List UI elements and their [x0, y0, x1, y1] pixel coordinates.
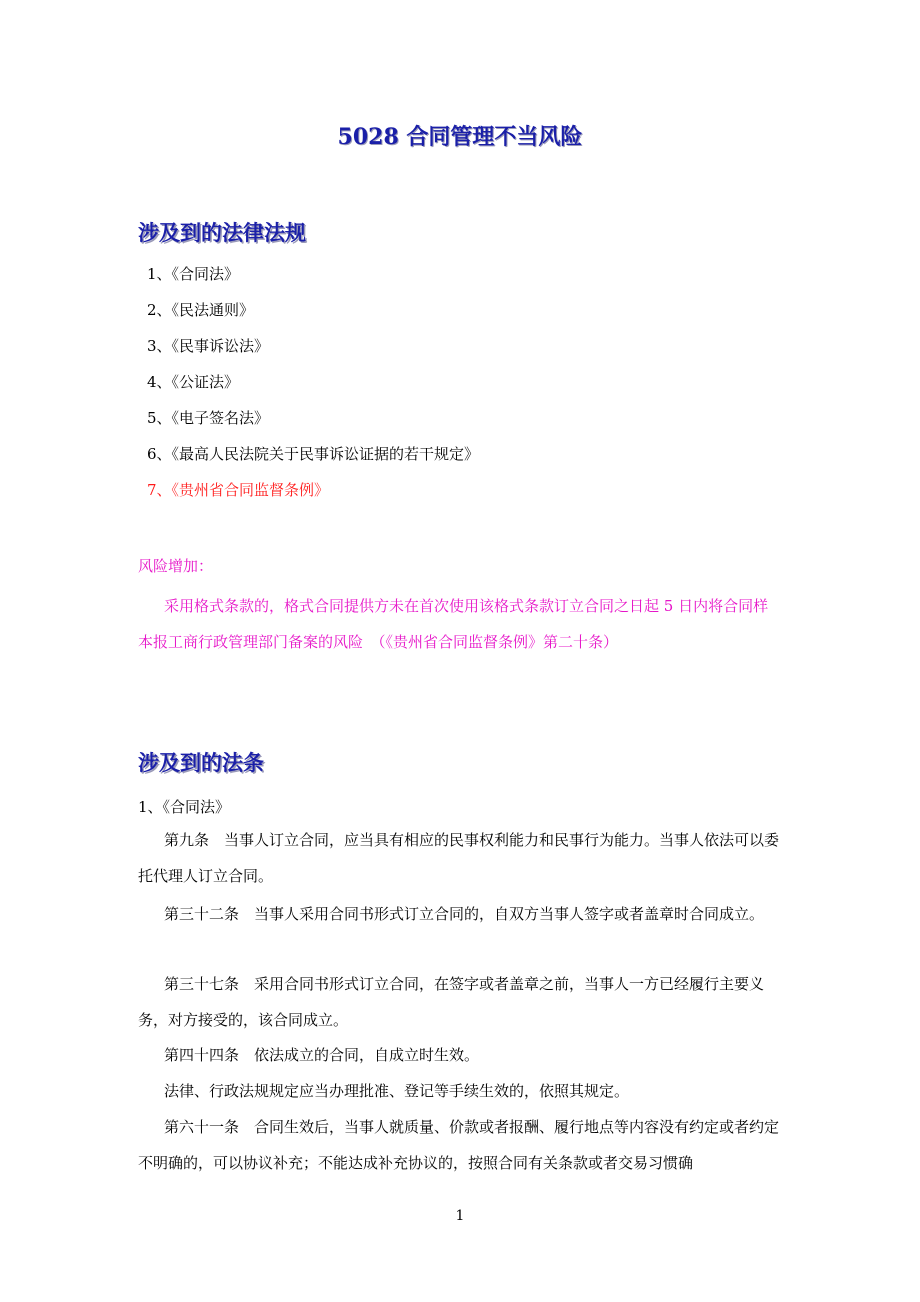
law-item-2: 2、《民法通则》 [147, 301, 255, 319]
risk-addition-text: 采用格式条款的，格式合同提供方未在首次使用该格式条款订立合同之日起 5 日内将合同样本报工商行政管理部门备案的风险 （《贵州省合同监督条例》第二十条） [138, 597, 769, 651]
article-37: 第三十七条 采用合同书形式订立合同，在签字或者盖章之前，当事人一方已经履行主要义务，对方接受的，该合同成立。 [138, 975, 765, 1029]
law-item-6: 6、《最高人民法院关于民事诉讼证据的若干规定》 [147, 445, 480, 463]
law-item-4: 4、《公证法》 [147, 373, 240, 391]
law-item-7-highlighted: 7、《贵州省合同监督条例》 [147, 481, 330, 499]
section-heading-articles: 涉及到的法条 [138, 750, 264, 775]
law-subtitle: 1、《合同法》 [138, 798, 231, 816]
law-item-3: 3、《民事诉讼法》 [147, 337, 270, 355]
page-number: 1 [455, 1208, 465, 1224]
risk-addition-label: 风险增加： [138, 557, 214, 575]
article-9: 第九条 当事人订立合同，应当具有相应的民事权利能力和民事行为能力。当事人依法可以委托代理人订立合同。 [138, 831, 780, 885]
article-32: 第三十二条 当事人采用合同书形式订立合同的，自双方当事人签字或者盖章时合同成立。 [164, 905, 765, 923]
section-heading-laws: 涉及到的法律法规 [138, 220, 306, 245]
article-44: 第四十四条 依法成立的合同，自成立时生效。 [164, 1046, 480, 1064]
document-title: 5028 合同管理不当风险 [337, 124, 583, 150]
law-item-1: 1、《合同法》 [147, 265, 240, 283]
article-44-clause: 法律、行政法规规定应当办理批准、登记等手续生效的，依照其规定。 [164, 1082, 630, 1100]
law-item-5: 5、《电子签名法》 [147, 409, 270, 427]
article-61: 第六十一条 合同生效后，当事人就质量、价款或者报酬、履行地点等内容没有约定或者约定不明确的，可以协议补充；不能达成补充协议的，按照合同有关条款或者交易习惯确 [138, 1118, 780, 1172]
